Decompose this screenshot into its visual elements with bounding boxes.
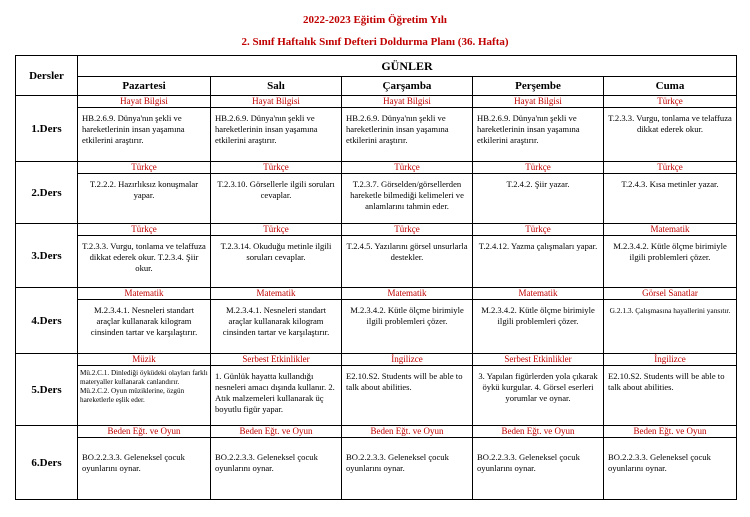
subject-label: Türkçe <box>473 224 603 236</box>
outcome-text: BO.2.2.3.3. Geleneksel çocuk oyunlarını oynar. <box>608 452 711 473</box>
subject-label: Beden Eğt. ve Oyun <box>211 426 341 438</box>
plan-cell <box>473 426 604 500</box>
lesson-label: 5.Ders <box>16 354 78 426</box>
subject-label: Hayat Bilgisi <box>211 96 341 108</box>
plan-cell <box>211 162 342 224</box>
plan-cell <box>342 426 473 500</box>
plan-cell <box>604 224 737 288</box>
day-header-wednesday: Çarşamba <box>342 77 473 96</box>
outcome-text: HB.2.6.9. Dünya'nın şekli ve hareketlerinin insan yaşamına etkilerini araştırır. <box>82 113 185 145</box>
gunler-header: GÜNLER <box>78 56 737 77</box>
subject-label: Matematik <box>342 288 472 300</box>
day-header-tuesday: Salı <box>211 77 342 96</box>
lesson-label: 1.Ders <box>16 96 78 162</box>
outcome-text: M.2.3.4.1. Nesneleri standart araçlar kullanarak kilogram cinsinden tartar ve karşılaştırır. <box>90 305 198 337</box>
outcome-text: T.2.3.14. Okuduğu metinle ilgili soruları cevaplar. <box>220 241 332 262</box>
outcome-text: HB.2.6.9. Dünya'nın şekli ve hareketlerinin insan yaşamına etkilerini araştırır. <box>477 113 580 145</box>
subject-label: Türkçe <box>211 162 341 174</box>
outcome-text: 1. Günlük hayatta kullandığı nesneleri amacı dışında kullanır. 2. Atık malzemeleri kullanarak üç boyutlu figür yapar. <box>215 371 335 414</box>
table-row <box>16 162 737 224</box>
subject-label: Türkçe <box>604 96 736 108</box>
plan-cell <box>211 354 342 426</box>
outcome-text: T.2.4.12. Yazma çalışmaları yapar. <box>478 241 598 251</box>
plan-cell <box>78 288 211 354</box>
outcome-text: M.2.3.4.2. Kütle ölçme birimiyle ilgili problemleri çözer. <box>613 241 727 262</box>
plan-cell <box>342 162 473 224</box>
plan-cell <box>604 96 737 162</box>
subject-label: İngilizce <box>604 354 736 366</box>
subject-label: Serbest Etkinlikler <box>473 354 603 366</box>
subject-label: Türkçe <box>78 224 210 236</box>
subject-label: Türkçe <box>78 162 210 174</box>
plan-cell <box>604 288 737 354</box>
outcome-text: T.2.4.5. Yazılarını görsel unsurlarla destekler. <box>346 241 468 262</box>
plan-cell <box>211 426 342 500</box>
subject-label: Matematik <box>211 288 341 300</box>
plan-cell <box>342 224 473 288</box>
outcome-text: T.2.3.7. Görselden/görsellerden hareketle bilmediği kelimeleri ve anlamlarını tahmin eder. <box>350 179 464 211</box>
subject-label: Beden Eğt. ve Oyun <box>473 426 603 438</box>
outcome-text: E2.10.S2. Students will be able to talk about abilities. <box>346 371 463 392</box>
subject-label: Türkçe <box>342 162 472 174</box>
lesson-label: 6.Ders <box>16 426 78 500</box>
outcome-text: HB.2.6.9. Dünya'nın şekli ve hareketlerinin insan yaşamına etkilerini araştırır. <box>346 113 449 145</box>
table-row <box>16 288 737 354</box>
plan-cell <box>78 426 211 500</box>
subject-label: Serbest Etkinlikler <box>211 354 341 366</box>
outcome-text: E2.10.S2. Students will be able to talk about abilities. <box>608 371 725 392</box>
subject-label: Türkçe <box>473 162 603 174</box>
outcome-text: HB.2.6.9. Dünya'nın şekli ve hareketlerinin insan yaşamına etkilerini araştırır. <box>215 113 318 145</box>
subject-label: Beden Eğt. ve Oyun <box>78 426 210 438</box>
plan-cell <box>604 354 737 426</box>
plan-cell <box>604 426 737 500</box>
plan-cell <box>604 162 737 224</box>
outcome-text: T.2.4.2. Şiir yazar. <box>506 179 570 189</box>
lesson-label: 3.Ders <box>16 224 78 288</box>
plan-cell <box>342 96 473 162</box>
outcome-text: BO.2.2.3.3. Geleneksel çocuk oyunlarını oynar. <box>215 452 318 473</box>
plan-cell <box>473 288 604 354</box>
subject-label: Matematik <box>78 288 210 300</box>
outcome-text: M.2.3.4.2. Kütle ölçme birimiyle ilgili problemleri çözer. <box>350 305 464 326</box>
outcome-text: G.2.1.3. Çalışmasına hayallerini yansıtır. <box>609 306 731 315</box>
outcome-text: T.2.2.2. Hazırlıksız konuşmalar yapar. <box>89 179 199 200</box>
table-row <box>16 96 737 162</box>
plan-cell <box>342 354 473 426</box>
subject-label: Hayat Bilgisi <box>342 96 472 108</box>
subject-label: Hayat Bilgisi <box>473 96 603 108</box>
day-header-monday: Pazartesi <box>78 77 211 96</box>
plan-cell <box>473 162 604 224</box>
table-row <box>16 426 737 500</box>
dersler-header: Dersler <box>16 56 78 96</box>
outcome-text: 3. Yapılan figürlerden yola çıkarak öykü kurgular. 4. Görsel eserleri yorumlar ve oynar. <box>478 371 598 403</box>
outcome-text: T.2.3.3. Vurgu, tonlama ve telaffuza dikkat ederek okur. <box>608 113 732 134</box>
day-header-friday: Cuma <box>604 77 737 96</box>
subject-label: Hayat Bilgisi <box>78 96 210 108</box>
plan-cell <box>211 224 342 288</box>
subject-label: İngilizce <box>342 354 472 366</box>
outcome-text: BO.2.2.3.3. Geleneksel çocuk oyunlarını oynar. <box>82 452 185 473</box>
outcome-text: Mü.2.C.1. Dinlediği öyküdeki olayları farklı materyaller kullanarak canlandırır. Mü.2.C.2. Oyun müziklerine, özgün hareketlerle eşlik eder. <box>80 369 208 404</box>
outcome-text: BO.2.2.3.3. Geleneksel çocuk oyunlarını oynar. <box>477 452 580 473</box>
outcome-text: T.2.4.3. Kısa metinler yazar. <box>621 179 719 189</box>
plan-cell <box>342 288 473 354</box>
plan-title: 2. Sınıf Haftalık Sınıf Defteri Doldurma Planı (36. Hafta) <box>241 36 509 48</box>
outcome-text: M.2.3.4.2. Kütle ölçme birimiyle ilgili problemleri çözer. <box>481 305 595 326</box>
subject-label: Türkçe <box>604 162 736 174</box>
outcome-text: BO.2.2.3.3. Geleneksel çocuk oyunlarını oynar. <box>346 452 449 473</box>
outcome-text: M.2.3.4.1. Nesneleri standart araçlar kullanarak kilogram cinsinden tartar ve karşılaştırır. <box>222 305 330 337</box>
plan-cell <box>473 96 604 162</box>
subject-label: Görsel Sanatlar <box>604 288 736 300</box>
subject-label: Beden Eğt. ve Oyun <box>604 426 736 438</box>
subject-label: Türkçe <box>211 224 341 236</box>
outcome-text: T.2.3.3. Vurgu, tonlama ve telaffuza dikkat ederek okur. T.2.3.4. Şiir okur. <box>82 241 206 273</box>
lesson-label: 4.Ders <box>16 288 78 354</box>
plan-cell <box>211 288 342 354</box>
plan-cell <box>211 96 342 162</box>
plan-cell <box>78 354 211 426</box>
subject-label: Matematik <box>473 288 603 300</box>
subject-label: Beden Eğt. ve Oyun <box>342 426 472 438</box>
lesson-label: 2.Ders <box>16 162 78 224</box>
weekly-plan-table <box>15 55 737 500</box>
plan-cell <box>78 162 211 224</box>
plan-cell <box>78 96 211 162</box>
subject-label: Matematik <box>604 224 736 236</box>
table-row <box>16 354 737 426</box>
outcome-text: T.2.3.10. Görsellerle ilgili soruları cevaplar. <box>217 179 335 200</box>
subject-label: Müzik <box>78 354 210 366</box>
plan-cell <box>473 224 604 288</box>
year-title: 2022-2023 Eğitim Öğretim Yılı <box>303 14 447 26</box>
subject-label: Türkçe <box>342 224 472 236</box>
day-header-thursday: Perşembe <box>473 77 604 96</box>
plan-cell <box>473 354 604 426</box>
table-row <box>16 224 737 288</box>
plan-cell <box>78 224 211 288</box>
